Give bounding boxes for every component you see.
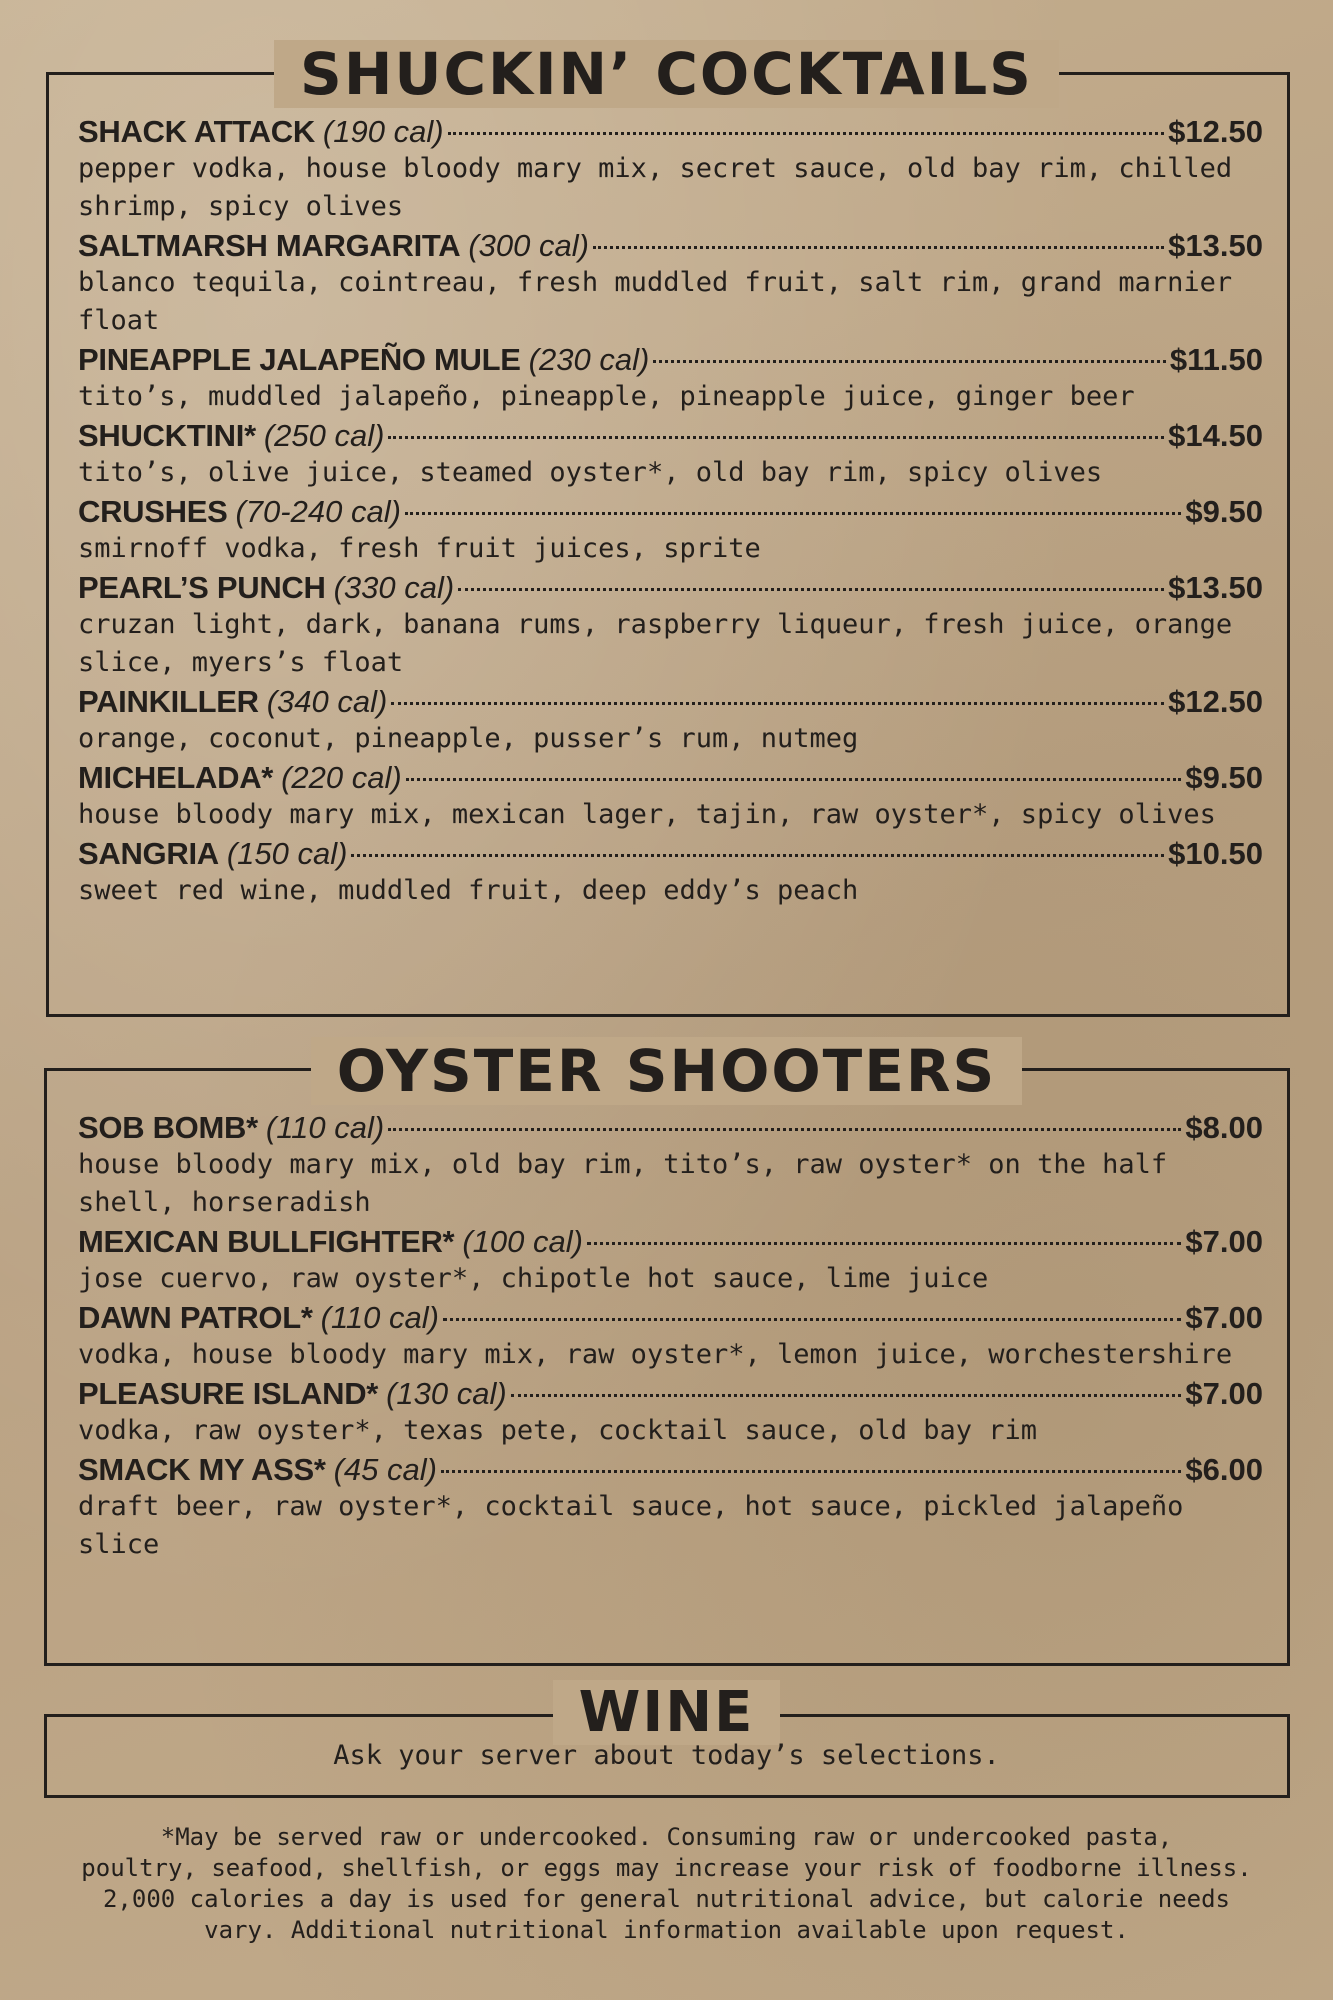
menu-item-header: [78, 226, 1263, 266]
item-description: smirnoff vodka, fresh fruit juices, sprite: [78, 533, 761, 564]
item-name: SHACK ATTACK: [78, 114, 315, 149]
cocktails-title: [0, 40, 1333, 108]
item-description: sweet red wine, muddled fruit, deep eddy’s peach: [78, 875, 859, 906]
item-name: DAWN PATROL*: [78, 1300, 313, 1335]
item-price: $12.50: [1168, 114, 1263, 149]
item-description: draft beer, raw oyster*, cocktail sauce, hot sauce, pickled jalapeño slice: [78, 1491, 1184, 1560]
menu-item-header: [78, 1298, 1263, 1338]
item-price: $6.00: [1185, 1452, 1263, 1487]
item-price: $8.00: [1185, 1110, 1263, 1145]
item-description: jose cuervo, raw oyster*, chipotle hot sauce, lime juice: [78, 1263, 989, 1294]
cocktail-list: [78, 112, 1263, 910]
shooter-list: [78, 1108, 1263, 1564]
dot-leader: [388, 436, 1164, 439]
item-description: vodka, house bloody mary mix, raw oyster*, lemon juice, worchestershire: [78, 1339, 1233, 1370]
disclaimer-line: 2,000 calories a day is used for general nutritional advice, but calorie needs: [102, 1885, 1231, 1913]
item-description: pepper vodka, house bloody mary mix, secret sauce, old bay rim, chilled shrimp, spicy olives: [78, 153, 1233, 222]
menu-item-header: [78, 340, 1263, 380]
menu-item: [78, 1108, 1263, 1222]
dot-leader: [653, 360, 1166, 363]
dot-leader: [391, 702, 1164, 705]
menu-item: [78, 340, 1263, 416]
disclaimer-line: *May be served raw or undercooked. Consuming raw or undercooked pasta,: [160, 1823, 1173, 1851]
shooters-title-text: OYSTER SHOOTERS: [311, 1037, 1023, 1105]
menu-item: [78, 568, 1263, 682]
wine-title: [0, 1680, 1333, 1745]
dot-leader: [448, 132, 1165, 135]
menu-item: [78, 1450, 1263, 1564]
item-price: $9.50: [1185, 760, 1263, 795]
menu-item: [78, 112, 1263, 226]
disclaimer-line: poultry, seafood, shellfish, or eggs may increase your risk of foodborne illness.: [81, 1854, 1252, 1882]
item-price: $7.00: [1185, 1300, 1263, 1335]
item-calories: (330 cal): [333, 570, 455, 605]
dot-leader: [443, 1318, 1181, 1321]
menu-item-header: [78, 492, 1263, 532]
menu-item: [78, 834, 1263, 910]
item-calories: (340 cal): [266, 684, 388, 719]
disclaimer: [40, 1822, 1293, 1946]
item-description: orange, coconut, pineapple, pusser’s rum, nutmeg: [78, 723, 859, 754]
item-calories: (45 cal): [333, 1452, 437, 1487]
item-name: SOB BOMB*: [78, 1110, 258, 1145]
dot-leader: [405, 512, 1182, 515]
item-price: $10.50: [1168, 836, 1263, 871]
item-name: PLEASURE ISLAND*: [78, 1376, 379, 1411]
item-price: $11.50: [1169, 342, 1263, 377]
item-description: blanco tequila, cointreau, fresh muddled fruit, salt rim, grand marnier float: [78, 267, 1233, 336]
menu-item: [78, 758, 1263, 834]
item-name: PINEAPPLE JALAPEÑO MULE: [78, 342, 521, 377]
item-description: tito’s, muddled jalapeño, pineapple, pineapple juice, ginger beer: [78, 381, 1135, 412]
dot-leader: [388, 1128, 1181, 1131]
item-name: MEXICAN BULLFIGHTER*: [78, 1224, 455, 1259]
menu-item-header: [78, 1450, 1263, 1490]
menu-item-header: [78, 112, 1263, 152]
item-calories: (110 cal): [265, 1110, 385, 1145]
item-calories: (150 cal): [226, 836, 348, 871]
shooters-title: [0, 1037, 1333, 1105]
item-name: PAINKILLER: [78, 684, 259, 719]
dot-leader: [458, 588, 1164, 591]
item-calories: (230 cal): [528, 342, 650, 377]
menu-item-header: [78, 1108, 1263, 1148]
menu-item-header: [78, 682, 1263, 722]
menu-item: [78, 682, 1263, 758]
item-price: $9.50: [1185, 494, 1263, 529]
item-name: SHUCKTINI*: [78, 418, 256, 453]
menu-item: [78, 1222, 1263, 1298]
item-calories: (130 cal): [386, 1376, 507, 1411]
wine-note: Ask your server about today’s selections.: [333, 1740, 1000, 1771]
dot-leader: [351, 854, 1164, 857]
item-price: $12.50: [1168, 684, 1263, 719]
dot-leader: [511, 1394, 1182, 1397]
item-name: SALTMARSH MARGARITA: [78, 228, 461, 263]
menu-item: [78, 416, 1263, 492]
dot-leader: [593, 246, 1164, 249]
menu-item: [78, 226, 1263, 340]
item-calories: (100 cal): [462, 1224, 583, 1259]
item-name: SANGRIA: [78, 836, 219, 871]
item-calories: (110 cal): [320, 1300, 439, 1335]
item-name: PEARL’S PUNCH: [78, 570, 326, 605]
item-calories: (70-240 cal): [235, 494, 401, 529]
dot-leader: [587, 1242, 1181, 1245]
wine-title-text: WINE: [553, 1680, 781, 1745]
item-price: $13.50: [1168, 570, 1263, 605]
item-name: MICHELADA*: [78, 760, 274, 795]
menu-item-header: [78, 568, 1263, 608]
item-description: vodka, raw oyster*, texas pete, cocktail sauce, old bay rim: [78, 1415, 1038, 1446]
item-price: $7.00: [1185, 1224, 1263, 1259]
dot-leader: [441, 1470, 1181, 1473]
item-calories: (250 cal): [263, 418, 385, 453]
item-calories: (190 cal): [322, 114, 444, 149]
menu-item: [78, 1374, 1263, 1450]
item-name: CRUSHES: [78, 494, 228, 529]
cocktails-title-text: SHUCKIN’ COCKTAILS: [274, 40, 1059, 108]
disclaimer-line: vary. Additional nutritional information available upon request.: [204, 1916, 1129, 1944]
item-calories: (300 cal): [468, 228, 589, 263]
item-calories: (220 cal): [281, 760, 402, 795]
menu-item: [78, 1298, 1263, 1374]
item-description: house bloody mary mix, mexican lager, tajin, raw oyster*, spicy olives: [78, 799, 1216, 830]
item-description: house bloody mary mix, old bay rim, tito’s, raw oyster* on the half shell, horseradish: [78, 1149, 1168, 1218]
item-price: $14.50: [1168, 418, 1263, 453]
menu-item-header: [78, 1374, 1263, 1414]
item-description: cruzan light, dark, banana rums, raspberry liqueur, fresh juice, orange slice, myers’s float: [78, 609, 1233, 678]
menu-item-header: [78, 1222, 1263, 1262]
dot-leader: [406, 778, 1182, 781]
item-description: tito’s, olive juice, steamed oyster*, old bay rim, spicy olives: [78, 457, 1103, 488]
menu-item-header: [78, 758, 1263, 798]
menu-item-header: [78, 416, 1263, 456]
item-name: SMACK MY ASS*: [78, 1452, 326, 1487]
menu-item: [78, 492, 1263, 568]
item-price: $13.50: [1168, 228, 1263, 263]
item-price: $7.00: [1185, 1376, 1263, 1411]
menu-item-header: [78, 834, 1263, 874]
